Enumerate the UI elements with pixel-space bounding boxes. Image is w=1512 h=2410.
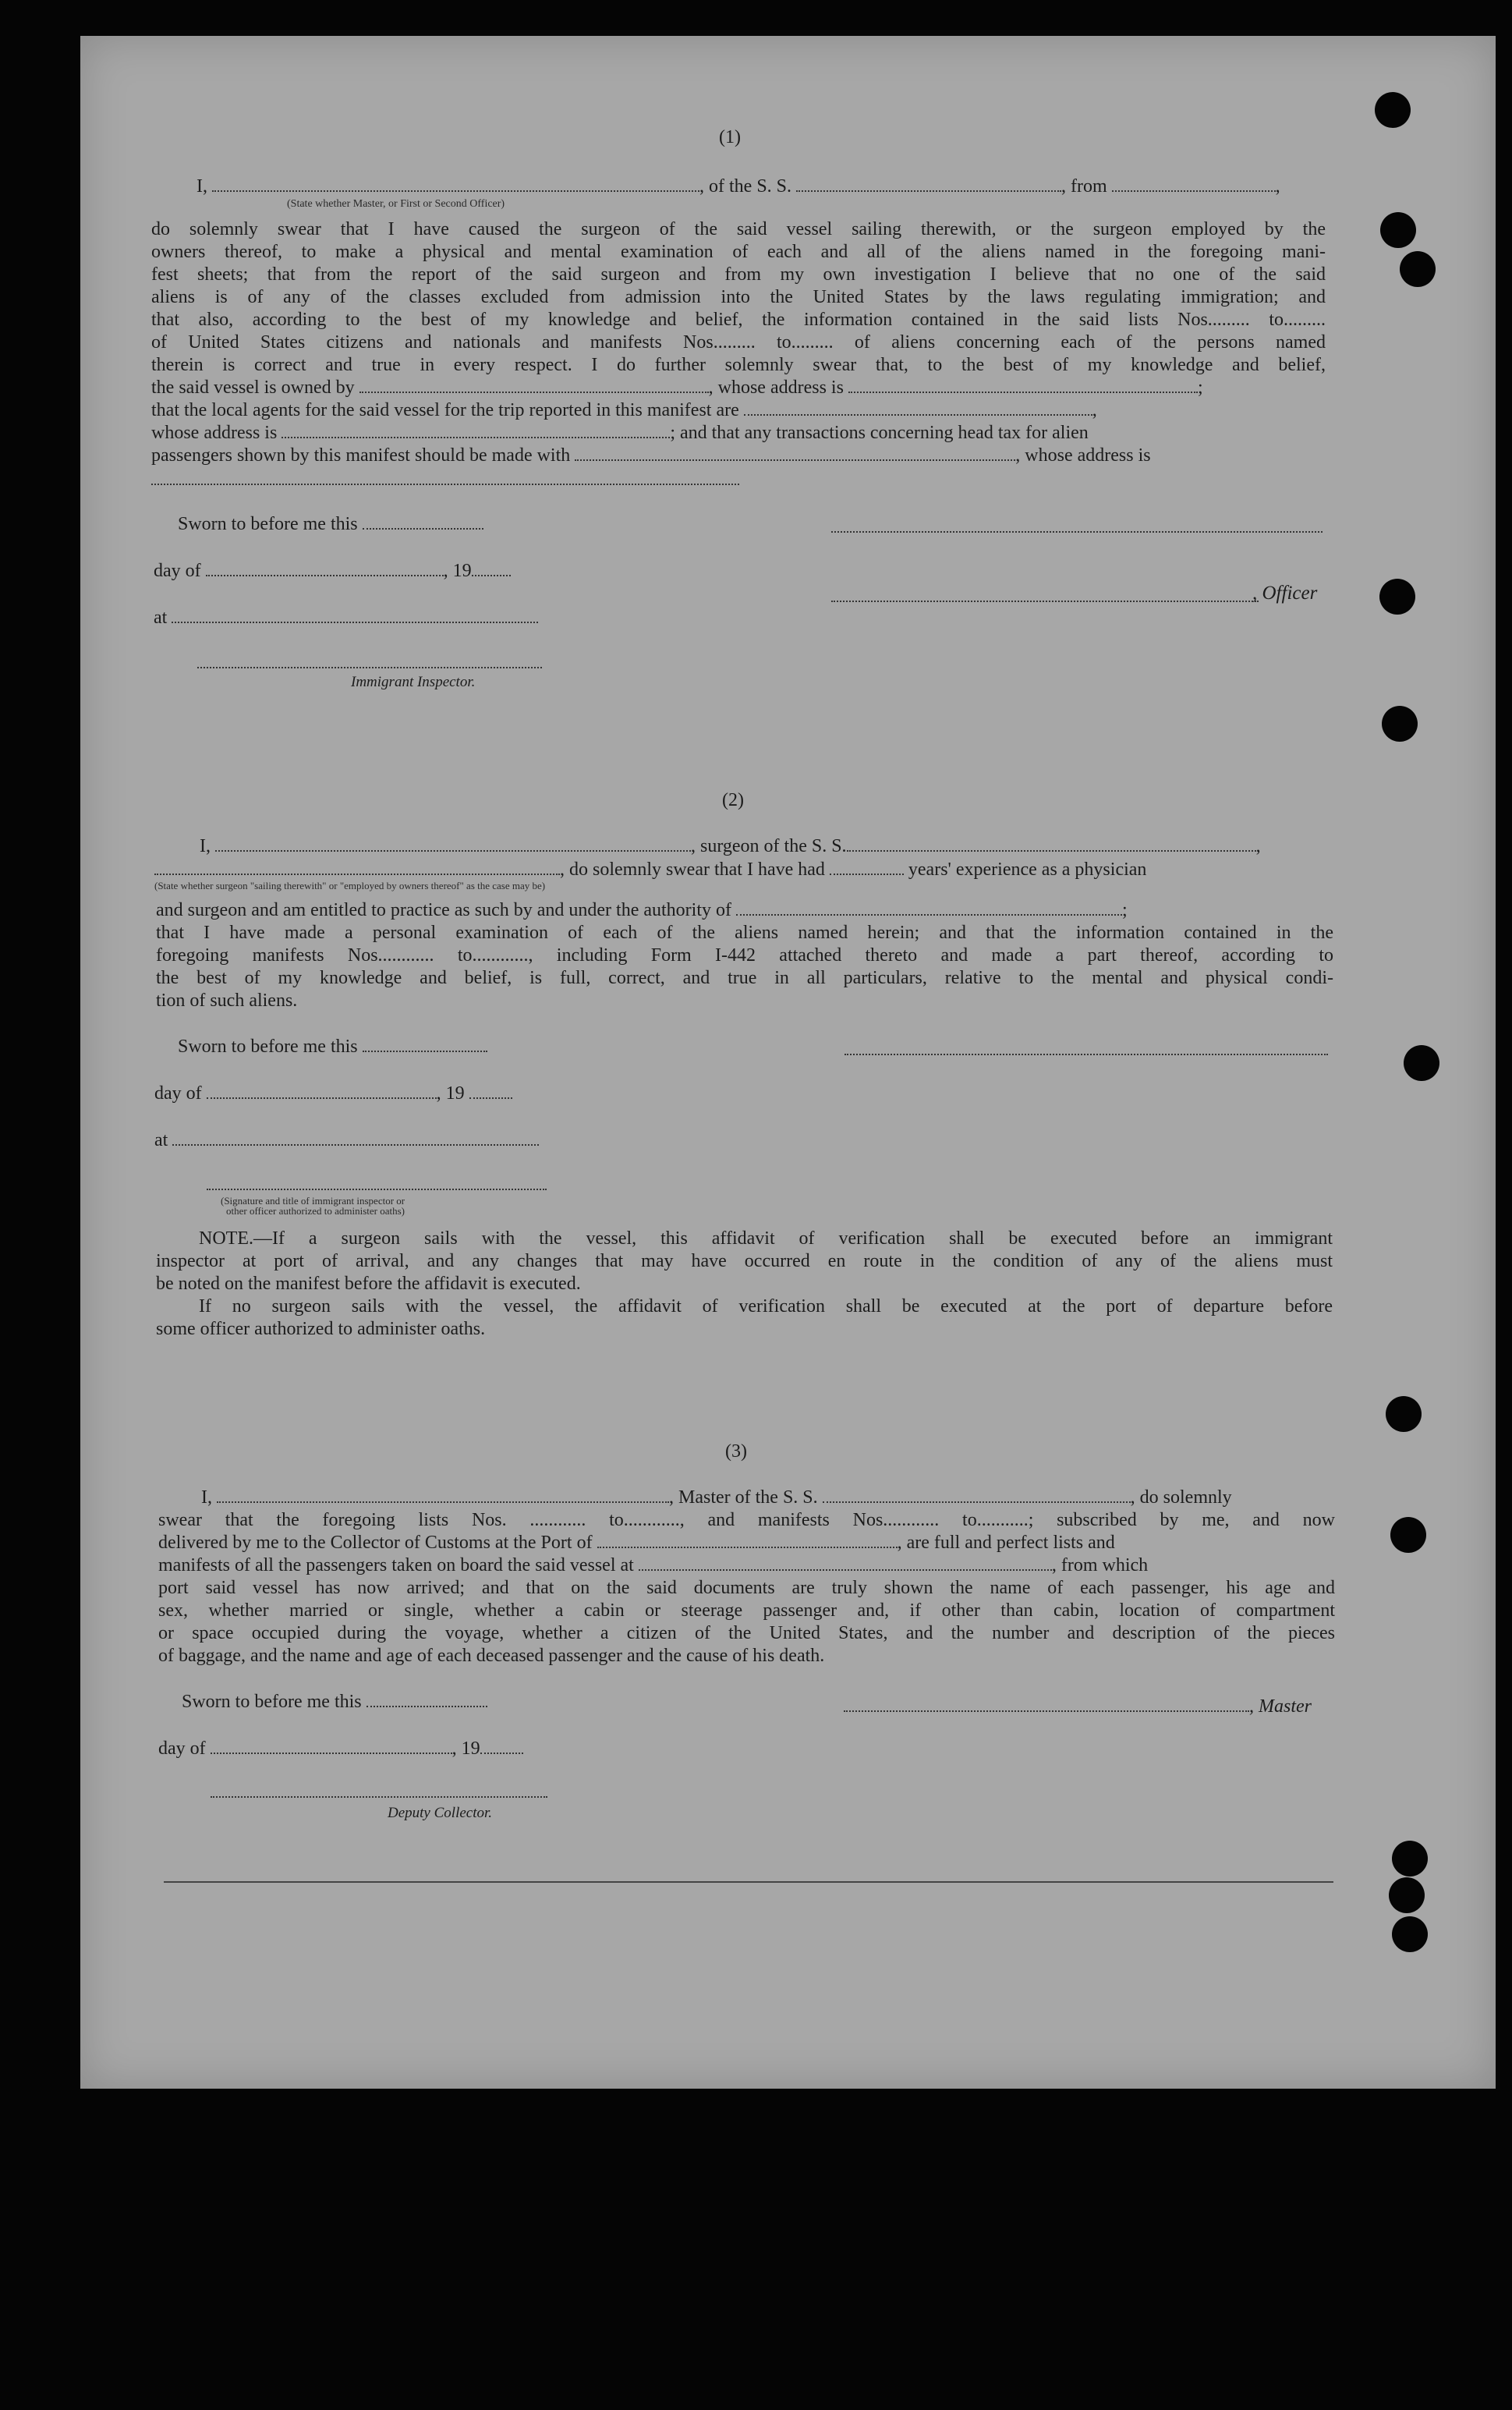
s1-paragraph-line: fest sheets; that from the report of the said surgeon and from my own investigation I believe that no one of the said bbox=[151, 264, 1326, 285]
s1-inspector-label: Immigrant Inspector. bbox=[351, 674, 476, 690]
s1-officer-label: , Officer bbox=[1252, 583, 1318, 604]
s3-line-1: I, , Master of the S. S. , do solemnly bbox=[201, 1487, 1232, 1508]
punch-hole bbox=[1379, 579, 1415, 615]
punch-hole bbox=[1375, 92, 1411, 128]
s2-note-line-1: NOTE.—If a surgeon sails with the vessel, this affidavit of verification shall be executed before an immigrant bbox=[199, 1228, 1333, 1249]
s1-day-of: day of , 19 bbox=[154, 560, 511, 583]
s1-paragraph-line: of United States citizens and nationals and manifests Nos......... to......... of aliens concerning each of the persons named bbox=[151, 332, 1326, 353]
punch-hole bbox=[1400, 251, 1436, 287]
s3-line-2: swear that the foregoing lists Nos. ............ to............, and manifests Nos............ to...........; subscribed by me, and now bbox=[158, 1510, 1335, 1530]
s2-line-2: , do solemnly swear that I have had years' experience as a physician bbox=[154, 859, 1146, 881]
section-2-number: (2) bbox=[722, 790, 744, 810]
s1-head-tax-line: whose address is ; and that any transactions concerning head tax for alien bbox=[151, 423, 1089, 443]
s3-paragraph-line: port said vessel has now arrived; and that on the said documents are truly shown the name of each passenger, his age and bbox=[158, 1578, 1335, 1598]
punch-hole bbox=[1392, 1916, 1428, 1952]
s3-sworn: Sworn to before me this bbox=[182, 1691, 487, 1714]
s1-passengers-line: passengers shown by this manifest should be made with , whose address is bbox=[151, 445, 1151, 466]
s1-paragraph-line: aliens is of any of the classes excluded from admission into the United States by the laws regulating immigration; and bbox=[151, 287, 1326, 307]
s1-paragraph-line: owners thereof, to make a physical and mental examination of each and all of the aliens named in the foregoing mani- bbox=[151, 242, 1326, 262]
s1-officer-note: (State whether Master, or First or Second Officer) bbox=[287, 198, 505, 210]
s1-line-1: I, , of the S. S. , from , bbox=[197, 176, 1280, 197]
s2-surgeon-note: (State whether surgeon "sailing therewith" or "employed by owners thereof" as the case may be) bbox=[154, 880, 546, 891]
section-3-number: (3) bbox=[725, 1441, 747, 1462]
s1-officer-signature bbox=[831, 531, 1323, 533]
s1-sworn: Sworn to before me this bbox=[178, 513, 483, 536]
s2-note-line-2: inspector at port of arrival, and any changes that may have occurred en route in the condition of any of the aliens must bbox=[156, 1251, 1333, 1271]
s2-surgeon-signature bbox=[845, 1054, 1328, 1055]
punch-hole bbox=[1392, 1841, 1428, 1877]
s1-inspector-signature bbox=[197, 667, 542, 668]
s1-officer-line bbox=[831, 601, 1259, 602]
s2-line-1: I, , surgeon of the S. S. , bbox=[200, 836, 1261, 856]
s3-day-of: day of , 19 bbox=[158, 1738, 523, 1760]
s3-line-4: manifests of all the passengers taken on board the said vessel at , from which bbox=[158, 1555, 1149, 1575]
s2-at: at bbox=[154, 1129, 539, 1152]
s2-inspector-signature bbox=[207, 1189, 547, 1190]
punch-hole bbox=[1390, 1517, 1426, 1553]
section-1-number: (1) bbox=[719, 127, 741, 147]
s2-note2-line-2: some officer authorized to administer oaths. bbox=[156, 1319, 486, 1339]
bottom-rule bbox=[164, 1881, 1333, 1883]
punch-hole bbox=[1380, 212, 1416, 248]
s2-line-3: and surgeon and am entitled to practice as such by and under the authority of ; bbox=[156, 900, 1128, 920]
s2-note-line-3: be noted on the manifest before the affidavit is executed. bbox=[156, 1274, 581, 1294]
s3-paragraph-line: or space occupied during the voyage, whether a citizen of the United States, and the number and description of the pieces bbox=[158, 1623, 1335, 1643]
s2-line-5: foregoing manifests Nos............ to............, including Form I-442 attached thereto and made a part thereof, according to bbox=[156, 945, 1333, 966]
s2-note2-line-1: If no surgeon sails with the vessel, the affidavit of verification shall be executed at the port of departure before bbox=[199, 1296, 1333, 1317]
s3-line-3: delivered by me to the Collector of Customs at the Port of , are full and perfect lists and bbox=[158, 1533, 1115, 1553]
s1-address-continued bbox=[151, 484, 739, 485]
punch-hole bbox=[1386, 1396, 1422, 1432]
s2-line-4: that I have made a personal examination of each of the aliens named herein; and that the information contained in the bbox=[156, 923, 1333, 943]
s1-paragraph bbox=[151, 218, 1326, 377]
s1-paragraph-line: therein is correct and true in every respect. I do further solemnly swear that, to the best of my knowledge and belief, bbox=[151, 355, 1326, 375]
punch-hole bbox=[1404, 1045, 1439, 1081]
punch-hole bbox=[1382, 706, 1418, 742]
s2-sworn: Sworn to before me this bbox=[178, 1036, 487, 1058]
s2-line-6: the best of my knowledge and belief, is full, correct, and true in all particulars, relative to the mental and physical condi- bbox=[156, 968, 1333, 988]
s2-sig-note-2: other officer authorized to administer oaths) bbox=[226, 1205, 405, 1217]
s1-paragraph-line: that also, according to the best of my knowledge and belief, the information contained in the said lists Nos......... to......... bbox=[151, 310, 1326, 330]
s2-line-7: tion of such aliens. bbox=[156, 991, 298, 1011]
s1-local-agents-line: that the local agents for the said vessel for the trip reported in this manifest are , bbox=[151, 400, 1097, 420]
punch-hole bbox=[1389, 1877, 1425, 1913]
s2-sig-note-1: (Signature and title of immigrant inspector or bbox=[221, 1195, 405, 1207]
s1-owned-by-line: the said vessel is owned by , whose address is ; bbox=[151, 377, 1203, 398]
s3-deputy-label: Deputy Collector. bbox=[388, 1805, 493, 1821]
s1-at: at bbox=[154, 607, 538, 629]
s3-paragraph-line: sex, whether married or single, whether a cabin or steerage passenger and, if other than cabin, location of compartment bbox=[158, 1600, 1335, 1621]
s3-master-signature: , Master bbox=[844, 1696, 1312, 1718]
s1-paragraph-line: do solemnly swear that I have caused the surgeon of the said vessel sailing therewith, or the surgeon employed by the bbox=[151, 219, 1326, 239]
s2-day-of: day of , 19 bbox=[154, 1083, 512, 1105]
s3-last-line: of baggage, and the name and age of each deceased passenger and the cause of his death. bbox=[158, 1646, 825, 1666]
s3-deputy-signature bbox=[211, 1796, 547, 1798]
